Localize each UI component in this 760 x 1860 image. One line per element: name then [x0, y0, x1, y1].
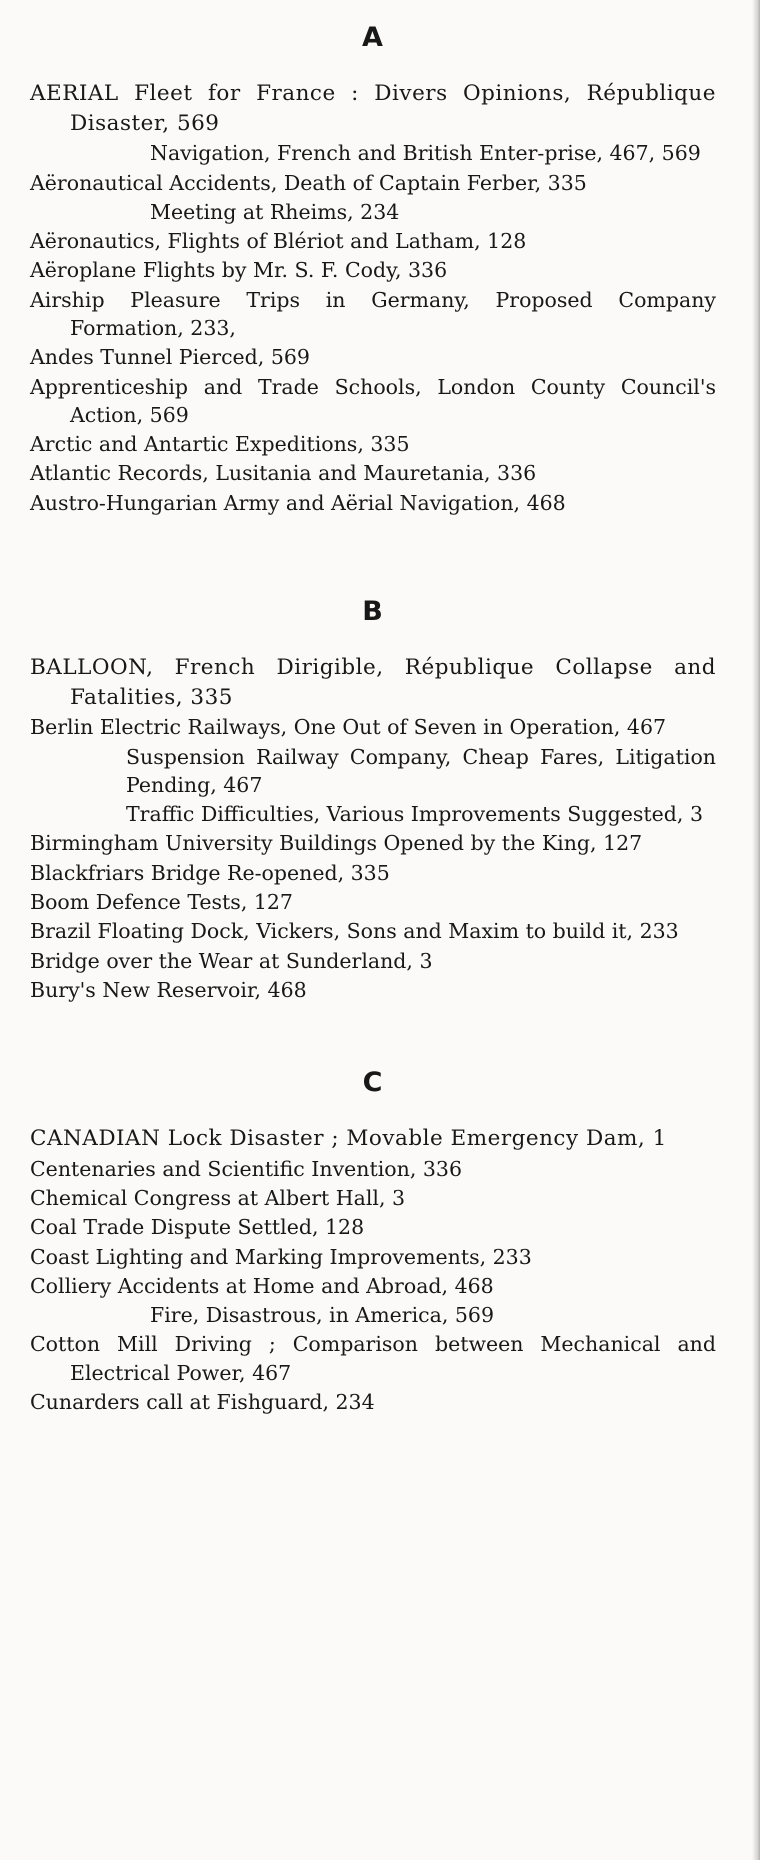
index-subentry: Fire, Disastrous, in America, 569: [150, 1303, 495, 1328]
index-subentry: Traffic Difficulties, Various Improvements Suggested, 3: [126, 802, 704, 827]
index-entry: Birmingham University Buildings Opened by the King, 127: [30, 831, 643, 856]
index-entry: CANADIAN Lock Disaster ; Movable Emergency Dam, 1: [30, 1126, 667, 1152]
index-entry: Apprenticeship and Trade Schools, London County Council's Action, 569: [30, 374, 716, 427]
page-edge-shadow: [752, 0, 760, 1860]
index-entry: Colliery Accidents at Home and Abroad, 468: [30, 1273, 494, 1298]
index-entry: Andes Tunnel Pierced, 569: [30, 345, 310, 370]
index-entry: Centenaries and Scientific Invention, 336: [30, 1156, 463, 1181]
section-heading-b: B: [362, 595, 384, 627]
index-entry: Chemical Congress at Albert Hall, 3: [30, 1186, 406, 1211]
section-gap-b-c: [30, 1005, 716, 1067]
index-section-b: [30, 596, 716, 1004]
index-entry: Berlin Electric Railways, One Out of Seven in Operation, 467: [30, 715, 667, 740]
index-entry: Cotton Mill Driving ; Comparison between Mechanical and Electrical Power, 467: [30, 1332, 716, 1385]
index-subentry: Suspension Railway Company, Cheap Fares, Litigation Pending, 467: [126, 744, 716, 797]
index-entry: Blackfriars Bridge Re-opened, 335: [30, 860, 390, 885]
index-section-a: [30, 22, 716, 517]
section-b-spacer: [30, 627, 716, 653]
index-section-c: [30, 1067, 716, 1416]
index-entry: AERIAL Fleet for France : Divers Opinions, République Disaster, 569: [30, 81, 716, 136]
top-spacer: [30, 0, 716, 22]
index-entry: Coal Trade Dispute Settled, 128: [30, 1215, 365, 1240]
index-entry: Boom Defence Tests, 127: [30, 889, 293, 914]
index-entry: Austro-Hungarian Army and Aërial Navigation, 468: [30, 490, 566, 515]
index-entry: Aëronautical Accidents, Death of Captain Ferber, 335: [30, 170, 587, 195]
index-entry: Brazil Floating Dock, Vickers, Sons and Maxim to build it, 233: [30, 919, 679, 944]
index-entry-list-c: [30, 1124, 716, 1416]
index-entry: Bridge over the Wear at Sunderland, 3: [30, 948, 433, 973]
index-entry: Airship Pleasure Trips in Germany, Proposed Company Formation, 233,: [30, 287, 716, 340]
section-gap-a-b: [30, 518, 716, 596]
section-heading-a: A: [362, 22, 384, 53]
section-heading-c: C: [362, 1067, 384, 1099]
index-subentry: Meeting at Rheims, 234: [150, 199, 400, 224]
index-entry: Cunarders call at Fishguard, 234: [30, 1390, 375, 1414]
index-subentry: Navigation, French and British Enter-prise, 467, 569: [150, 141, 701, 166]
index-entry: Aëronautics, Flights of Blériot and Latham, 128: [30, 229, 527, 254]
index-entry-list-a: [30, 79, 716, 517]
index-entry: Arctic and Antartic Expeditions, 335: [30, 432, 410, 457]
section-a-spacer: [30, 53, 716, 79]
index-entry: Bury's New Reservoir, 468: [30, 977, 307, 1002]
index-entry: Aëroplane Flights by Mr. S. F. Cody, 336: [30, 258, 448, 283]
index-entry: BALLOON, French Dirigible, République Collapse and Fatalities, 335: [30, 654, 716, 710]
index-entry: Atlantic Records, Lusitania and Mauretania, 336: [30, 461, 537, 486]
index-entry-list-b: [30, 653, 716, 1004]
section-c-spacer: [30, 1098, 716, 1124]
index-entry: Coast Lighting and Marking Improvements, 233: [30, 1244, 532, 1269]
